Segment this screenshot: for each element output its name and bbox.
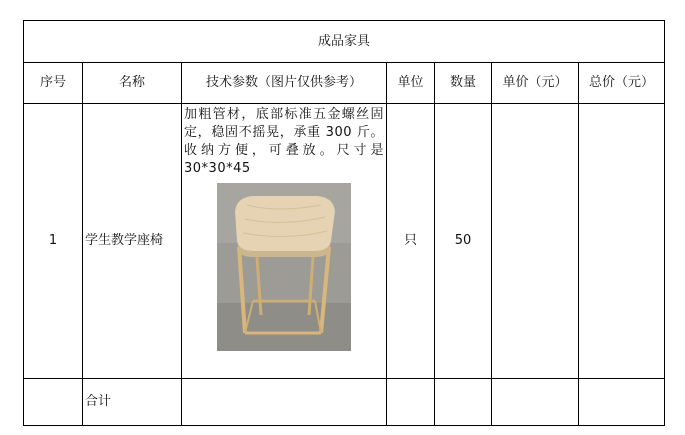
header-spec: 技术参数（图片仅供参考） bbox=[182, 63, 387, 104]
total-spec-cell bbox=[182, 379, 387, 426]
row-unit-price[interactable] bbox=[492, 104, 579, 379]
row-quantity: 50 bbox=[435, 104, 492, 379]
header-index: 序号 bbox=[24, 63, 83, 104]
row-unit: 只 bbox=[387, 104, 435, 379]
row-spec: 加粗管材，底部标准五金螺丝固定，稳固不摇晃，承重 300 斤。收纳方便，可叠放。尺寸是 30*30*45 bbox=[184, 107, 384, 176]
product-table bbox=[23, 20, 665, 426]
header-name: 名称 bbox=[83, 63, 182, 104]
total-total-price-cell[interactable] bbox=[579, 379, 665, 426]
row-spec-cell bbox=[182, 104, 387, 379]
row-name: 学生教学座椅 bbox=[83, 104, 182, 379]
row-index: 1 bbox=[24, 104, 83, 379]
header-quantity: 数量 bbox=[435, 63, 492, 104]
total-unit-price-cell[interactable] bbox=[492, 379, 579, 426]
total-index-cell bbox=[24, 379, 83, 426]
total-label: 合计 bbox=[83, 379, 182, 426]
header-total-price: 总价（元） bbox=[579, 63, 665, 104]
header-unit: 单位 bbox=[387, 63, 435, 104]
total-quantity-cell bbox=[435, 379, 492, 426]
wooden-stool-photo bbox=[217, 183, 351, 351]
header-row bbox=[24, 63, 665, 104]
table-title: 成品家具 bbox=[24, 21, 665, 63]
table-row bbox=[24, 104, 665, 379]
total-unit-cell bbox=[387, 379, 435, 426]
header-unit-price: 单价（元） bbox=[492, 63, 579, 104]
total-row bbox=[24, 379, 665, 426]
row-total-price[interactable] bbox=[579, 104, 665, 379]
